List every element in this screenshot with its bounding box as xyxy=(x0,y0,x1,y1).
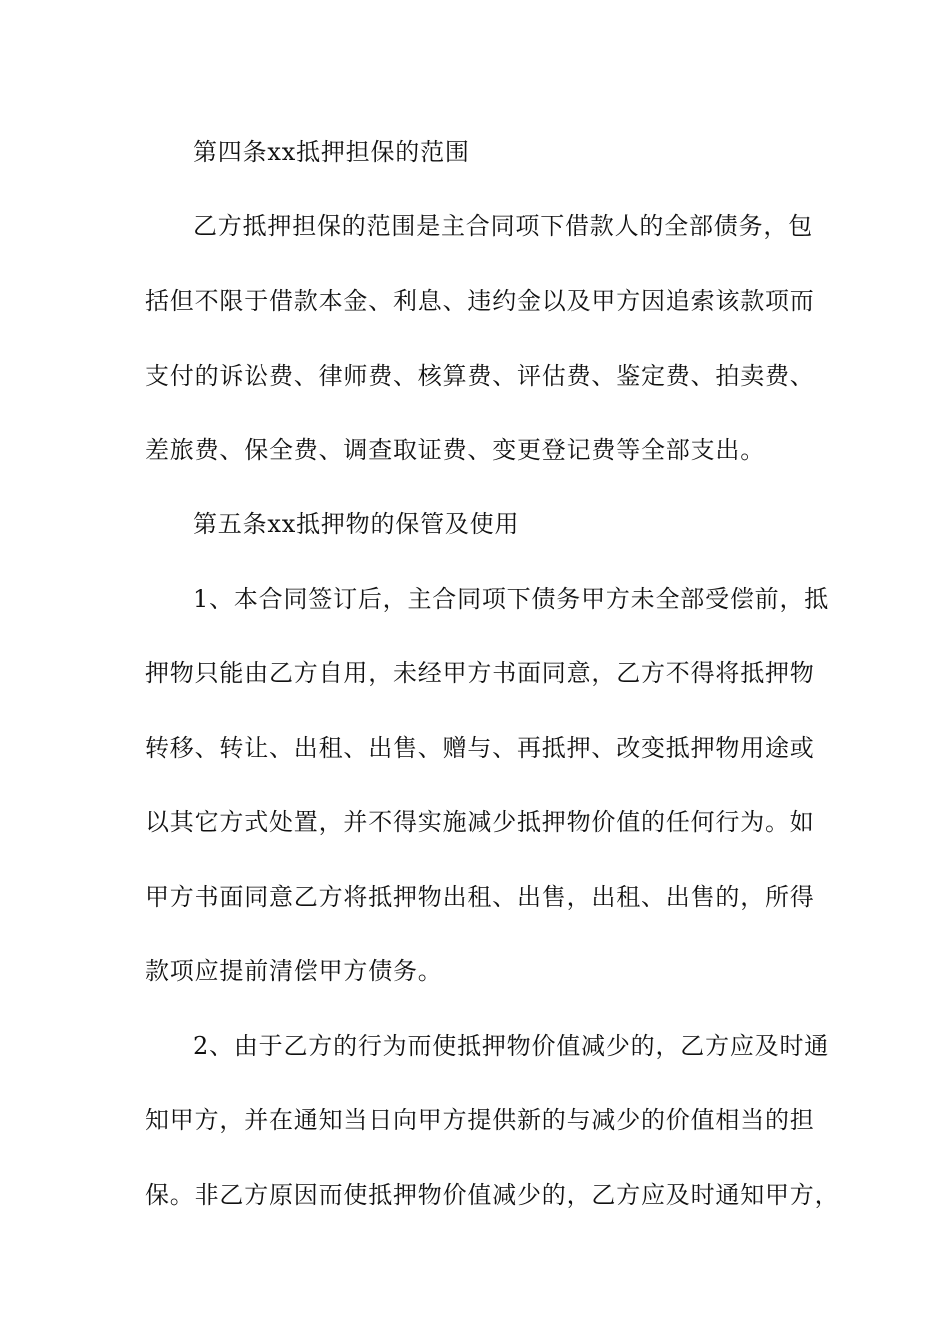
paragraph-line: 押物只能由乙方自用，未经甲方书面同意，乙方不得将抵押物 xyxy=(145,659,815,687)
paragraph-line: 差旅费、保全费、调查取证费、变更登记费等全部支出。 xyxy=(145,436,765,464)
article-5-heading: 第五条xx抵押物的保管及使用 xyxy=(193,510,520,538)
article-4-heading: 第四条xx抵押担保的范围 xyxy=(193,138,470,166)
paragraph-line: 1、本合同签订后，主合同项下债务甲方未全部受偿前，抵 xyxy=(193,585,830,613)
paragraph-line: 以其它方式处置，并不得实施减少抵押物价值的任何行为。如 xyxy=(145,808,815,836)
paragraph-line: 保。非乙方原因而使抵押物价值减少的，乙方应及时通知甲方， xyxy=(145,1181,840,1209)
paragraph-line: 知甲方，并在通知当日向甲方提供新的与减少的价值相当的担 xyxy=(145,1106,815,1134)
paragraph-line: 支付的诉讼费、律师费、核算费、评估费、鉴定费、拍卖费、 xyxy=(145,362,815,390)
paragraph-line: 款项应提前清偿甲方债务。 xyxy=(145,957,443,985)
paragraph-line: 乙方抵押担保的范围是主合同项下借款人的全部债务，包 xyxy=(193,212,813,240)
paragraph-line: 括但不限于借款本金、利息、违约金以及甲方因追索该款项而 xyxy=(145,287,815,315)
paragraph-line: 甲方书面同意乙方将抵押物出租、出售，出租、出售的，所得 xyxy=(145,883,815,911)
paragraph-line: 2、由于乙方的行为而使抵押物价值减少的，乙方应及时通 xyxy=(193,1032,830,1060)
paragraph-line: 转移、转让、出租、出售、赠与、再抵押、改变抵押物用途或 xyxy=(145,734,815,762)
